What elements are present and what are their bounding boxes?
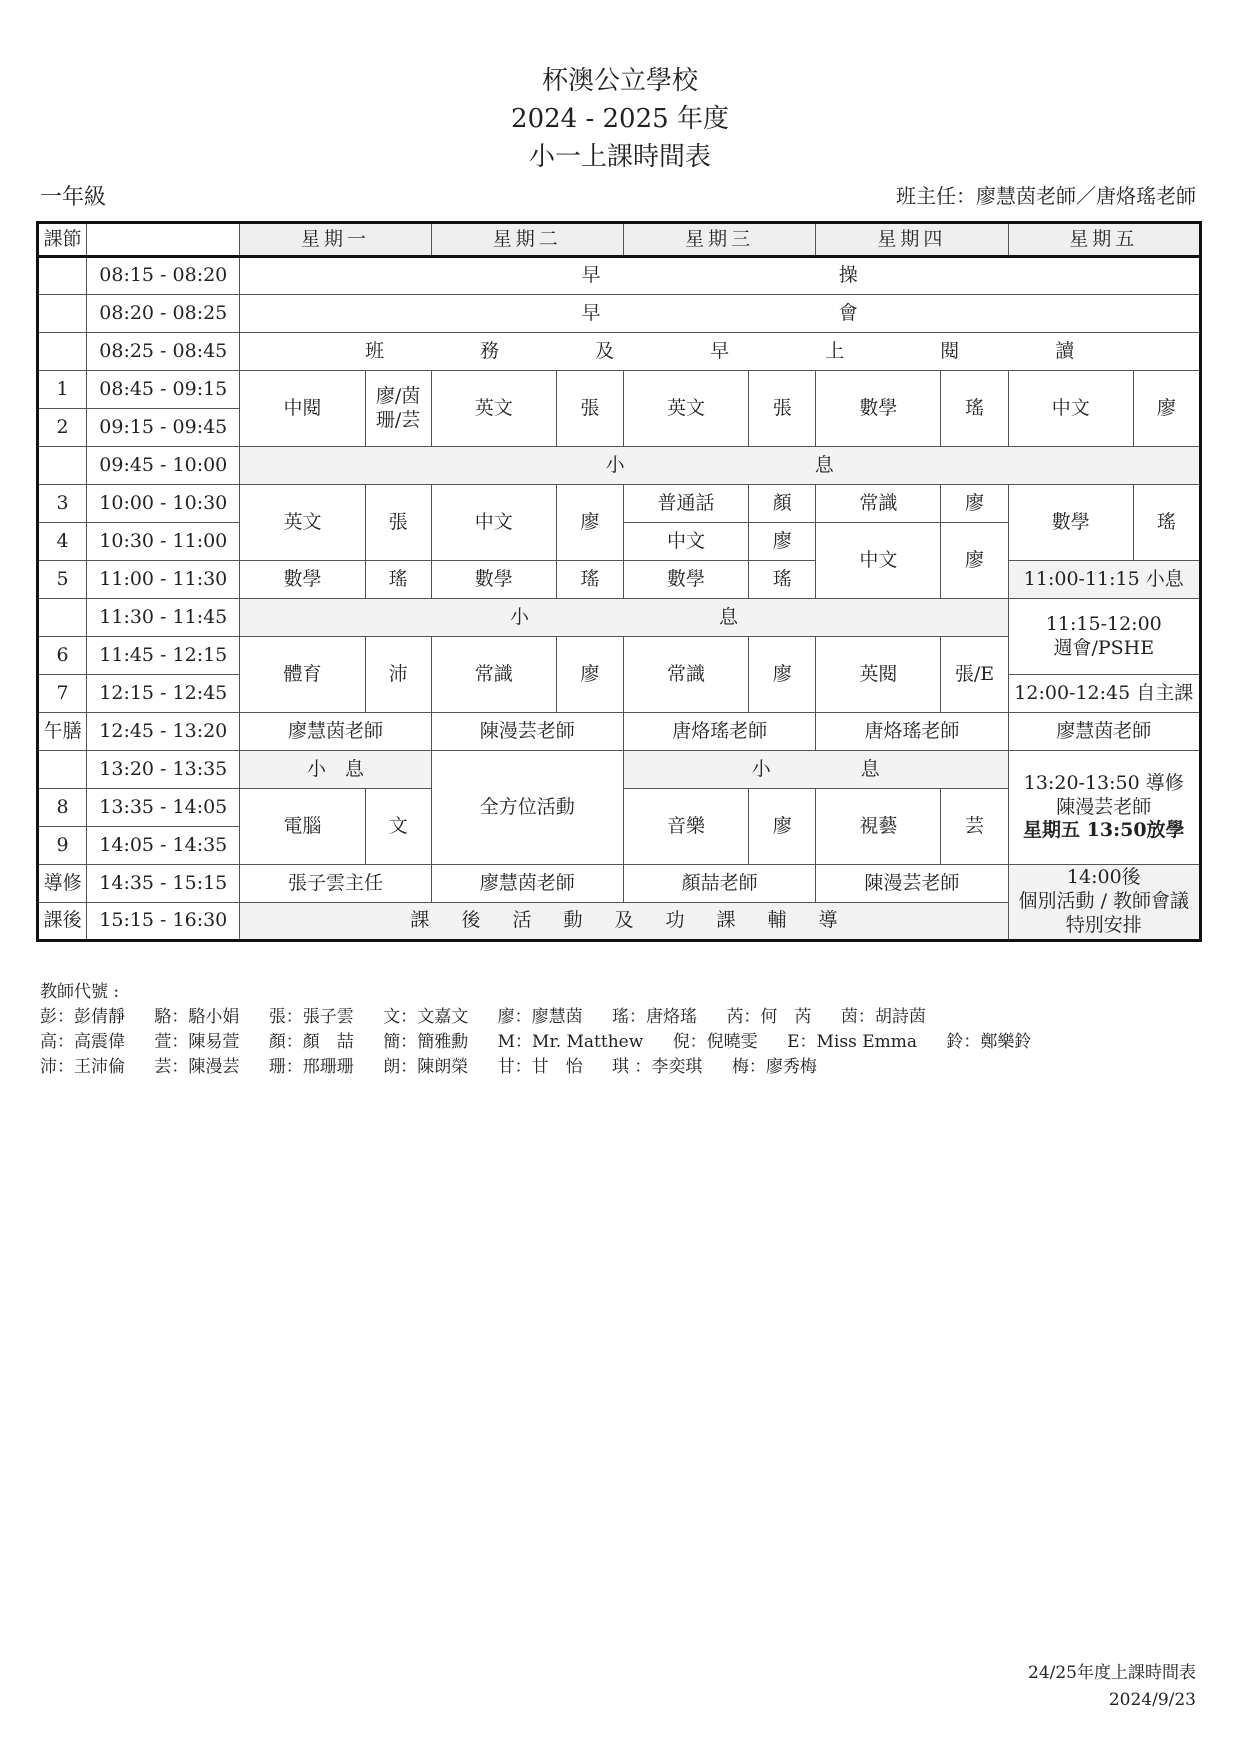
period-number: 9 [38,827,87,865]
teacher-cell: 廖 [749,523,816,561]
homeroom-teachers: 班主任：廖慧茵老師／唐烙瑤老師 [896,184,1196,208]
tutorial-teacher-mon: 張子雲主任 [240,865,431,903]
lunch-label: 午膳 [38,713,87,751]
legend-item: 茵：胡詩茵 [840,1007,926,1027]
band-char: 息 [814,453,834,476]
band-char: 小 [605,453,625,476]
legend-item: 珊：邢珊珊 [268,1057,354,1077]
title-block [0,62,1240,176]
day-header-tue: 星期二 [431,223,623,257]
band-char: 小 [509,605,529,628]
table-row [38,447,1201,485]
teacher-cell: 瑤 [365,561,431,599]
legend-item: 彭：彭倩靜 [40,1007,125,1027]
legend-item: 高：高震偉 [40,1032,125,1052]
table-row [38,257,1201,295]
band-char: 讀 [1055,339,1075,362]
band-char: 操 [838,264,858,287]
subject-cell: 數學 [816,371,941,447]
band-char: 後 [461,909,481,932]
school-year: 2024 - 2025 年度 [511,104,729,134]
note-line: 11:15-12:00 [1045,612,1162,635]
subject-cell: 體育 [240,637,365,713]
time-cell: 08:45 - 09:15 [87,371,240,409]
teacher-cell: 張 [365,485,431,561]
table-row [38,371,1201,409]
note-line: 個別活動 / 教師會議 [1018,890,1190,913]
time-cell: 13:35 - 14:05 [87,789,240,827]
band-char: 課 [716,909,736,932]
legend-row [40,1005,1055,1030]
period-number: 7 [38,675,87,713]
friday-dismissal-note: 星期五 13:50放學 [1023,819,1185,842]
band-char: 班 [365,339,385,362]
teacher-line: 珊/芸 [375,408,421,431]
period-cell [38,599,87,637]
legend-title: 教師代號 : [40,982,120,1002]
table-row [38,485,1201,523]
period-header: 課節 [38,223,87,257]
band-char: 閱 [940,339,960,362]
legend-item: 朗：陳朗榮 [383,1057,469,1077]
tutorial-teacher-tue: 廖慧茵老師 [431,865,623,903]
subject-cell: 英文 [623,371,748,447]
subject-cell: 中文 [816,523,941,599]
teacher-cell: 瑤 [749,561,816,599]
teacher-cell: 沛 [365,637,431,713]
teacher-cell: 瑤 [1133,485,1200,561]
subject-cell: 普通話 [623,485,748,523]
band-char: 功 [665,909,685,932]
legend-item: M：Mr. Matthew [497,1032,644,1052]
table-row [38,751,1201,789]
teacher-cell: 瑤 [556,561,623,599]
subject-cell: 中閱 [240,371,365,447]
recess-band-mon: 小 息 [240,751,431,789]
note-line: 陳漫芸老師 [1056,795,1152,818]
page-footer [1028,1660,1196,1714]
period-number: 4 [38,523,87,561]
subject-cell: 數學 [1008,485,1133,561]
teacher-cell: 廖 [749,637,816,713]
time-cell: 08:25 - 08:45 [87,333,240,371]
period-cell [38,751,87,789]
page-title: 小一上課時間表 [528,142,711,172]
table-row [38,713,1201,751]
note-line: 13:20-13:50 導修 [1023,771,1184,794]
band-char: 小 [751,757,771,780]
day-header-thu: 星期四 [816,223,1008,257]
period-number: 1 [38,371,87,409]
time-cell: 15:15 - 16:30 [87,903,240,941]
subject-cell: 視藝 [816,789,941,865]
table-row [38,865,1201,903]
table-row [38,295,1201,333]
legend-item: 萱：陳易萱 [154,1032,240,1052]
time-cell: 11:45 - 12:15 [87,637,240,675]
friday-assembly-note [1008,599,1200,675]
tutorial-label: 導修 [38,865,87,903]
tutorial-teacher-thu: 陳漫芸老師 [816,865,1008,903]
period-number: 5 [38,561,87,599]
teacher-code-legend [40,980,1055,1080]
band-char: 早 [581,301,601,324]
period-number: 2 [38,409,87,447]
legend-row [40,1030,1055,1055]
lunch-teacher-tue: 陳漫芸老師 [431,713,623,751]
after-school-band [240,903,1008,941]
legend-item: 顏：顏 喆 [268,1032,354,1052]
school-name: 杯澳公立學校 [541,66,698,96]
legend-item: 梅：廖秀梅 [731,1057,817,1077]
teacher-cell: 廖 [941,485,1008,523]
legend-item: 張：張子雲 [268,1007,354,1027]
time-cell: 14:05 - 14:35 [87,827,240,865]
lunch-teacher-fri: 廖慧茵老師 [1008,713,1200,751]
subject-cell: 數學 [623,561,748,599]
day-header-mon: 星期一 [240,223,431,257]
friday-after-school-note [1008,865,1200,941]
band-char: 務 [480,339,500,362]
recess-band [240,447,1201,485]
time-cell: 12:45 - 13:20 [87,713,240,751]
after-school-label: 課後 [38,903,87,941]
time-cell: 11:30 - 11:45 [87,599,240,637]
legend-row [40,1055,1055,1080]
recess-band-wed-thu [623,751,1008,789]
band-char: 息 [718,605,738,628]
friday-self-study-note: 12:00-12:45 自主課 [1008,675,1200,713]
tuesday-activity-cell: 全方位活動 [431,751,623,865]
teacher-cell: 張/E [941,637,1008,713]
band-char: 活 [512,909,532,932]
legend-item: 簡：簡雅勳 [383,1032,469,1052]
band-char: 課 [410,909,430,932]
time-cell: 09:45 - 10:00 [87,447,240,485]
subject-cell: 英文 [431,371,556,447]
table-row [38,599,1201,637]
teacher-cell: 張 [556,371,623,447]
teacher-cell: 廖 [749,789,816,865]
recess-band [240,599,1008,637]
band-char: 及 [595,339,615,362]
footer-doc-name: 24/25年度上課時間表 [1028,1663,1196,1683]
subject-cell: 常識 [816,485,941,523]
subject-cell: 中文 [623,523,748,561]
timetable [36,221,1202,942]
band-char: 導 [818,909,838,932]
time-cell: 11:00 - 11:30 [87,561,240,599]
band-char: 及 [614,909,634,932]
band-char: 早 [710,339,730,362]
legend-item: 芸：陳漫芸 [154,1057,240,1077]
subject-cell: 常識 [623,637,748,713]
time-cell: 14:35 - 15:15 [87,865,240,903]
teacher-cell: 瑤 [941,371,1008,447]
time-cell: 13:20 - 13:35 [87,751,240,789]
teacher-cell: 張 [749,371,816,447]
note-line: 特別安排 [1065,913,1142,936]
period-number: 3 [38,485,87,523]
teacher-cell: 文 [365,789,431,865]
table-row [38,333,1201,371]
day-header-fri: 星期五 [1008,223,1200,257]
period-cell [38,257,87,295]
lunch-teacher-wed: 唐烙瑤老師 [623,713,815,751]
subject-cell: 中文 [431,485,556,561]
time-header [87,223,240,257]
legend-item: 沛：王沛倫 [40,1057,125,1077]
lunch-teacher-mon: 廖慧茵老師 [240,713,431,751]
time-cell: 09:15 - 09:45 [87,409,240,447]
period-number: 8 [38,789,87,827]
morning-assembly-band [240,295,1201,333]
legend-item: 駱：駱小娟 [154,1007,240,1027]
teacher-cell: 廖 [556,637,623,713]
note-line: 14:00後 [1066,866,1141,889]
band-char: 動 [563,909,583,932]
legend-item: 廖：廖慧茵 [497,1007,583,1027]
lunch-teacher-thu: 唐烙瑤老師 [816,713,1008,751]
time-cell: 12:15 - 12:45 [87,675,240,713]
class-reading-band [240,333,1201,371]
subject-cell: 電腦 [240,789,365,865]
teacher-cell: 廖 [941,523,1008,599]
day-header-wed: 星期三 [623,223,815,257]
band-char: 息 [860,757,880,780]
legend-item: 芮：何 芮 [726,1007,812,1027]
table-row [38,561,1201,599]
teacher-cell: 顏 [749,485,816,523]
legend-item: 瑤：唐烙瑤 [612,1007,698,1027]
subject-cell: 中文 [1008,371,1133,447]
period-cell [38,447,87,485]
teacher-cell [365,371,431,447]
footer-date: 2024/9/23 [1108,1690,1196,1710]
subject-cell: 常識 [431,637,556,713]
subject-cell: 音樂 [623,789,748,865]
time-cell: 08:15 - 08:20 [87,257,240,295]
teacher-cell: 芸 [941,789,1008,865]
legend-item: E：Miss Emma [787,1032,917,1052]
period-cell [38,295,87,333]
table-header-row [38,223,1201,257]
teacher-line: 廖/茵 [375,384,421,407]
legend-item: 文：文嘉文 [383,1007,469,1027]
note-line: 週會/PSHE [1053,636,1155,659]
period-number: 6 [38,637,87,675]
band-char: 上 [825,339,845,362]
friday-tutorial-note [1008,751,1200,865]
morning-exercise-band [240,257,1201,295]
subject-cell: 英文 [240,485,365,561]
grade-label: 一年級 [40,185,107,210]
time-cell: 10:30 - 11:00 [87,523,240,561]
teacher-cell: 廖 [556,485,623,561]
band-char: 輔 [767,909,787,932]
band-char: 會 [838,301,858,324]
tutorial-teacher-wed: 顏喆老師 [623,865,815,903]
period-cell [38,333,87,371]
subject-cell: 數學 [431,561,556,599]
time-cell: 08:20 - 08:25 [87,295,240,333]
time-cell: 10:00 - 10:30 [87,485,240,523]
subject-cell: 數學 [240,561,365,599]
band-char: 早 [581,264,601,287]
subject-cell: 英閱 [816,637,941,713]
legend-item: 倪：倪曉雯 [672,1032,758,1052]
teacher-cell: 廖 [1133,371,1200,447]
legend-item: 琪 ：李奕琪 [612,1057,703,1077]
legend-item: 甘：甘 怡 [497,1057,583,1077]
friday-recess-note: 11:00-11:15 小息 [1008,561,1200,599]
legend-item: 鈴：鄭樂鈴 [946,1032,1032,1052]
